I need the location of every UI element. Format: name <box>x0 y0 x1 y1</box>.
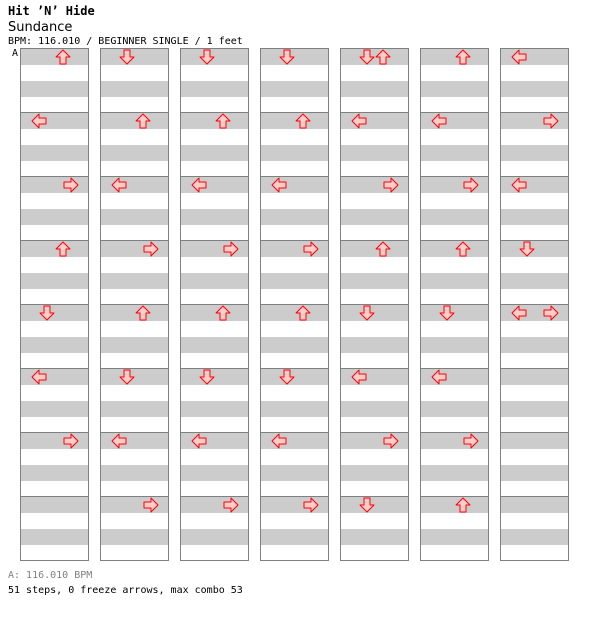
beat-stripe <box>21 337 88 353</box>
chart-column <box>100 48 169 561</box>
beat-stripe <box>421 465 488 481</box>
arrow-left-icon <box>351 113 367 129</box>
beat-stripe <box>421 209 488 225</box>
arrow-up-icon <box>215 305 231 321</box>
arrow-up-icon <box>455 241 471 257</box>
beat-stripe <box>261 145 328 161</box>
arrow-up-icon <box>455 49 471 65</box>
beat-stripe <box>341 529 408 545</box>
arrow-down-icon <box>359 305 375 321</box>
beat-stripe <box>181 209 248 225</box>
beat-stripe <box>421 337 488 353</box>
beat-stripe <box>181 337 248 353</box>
beat-stripe <box>501 81 568 97</box>
beat-stripe <box>21 529 88 545</box>
chart-column <box>20 48 89 561</box>
beat-stripe <box>21 401 88 417</box>
arrow-down-icon <box>359 497 375 513</box>
bpm-marker-label: A <box>12 48 19 59</box>
arrow-right-icon <box>303 241 319 257</box>
beat-stripe <box>261 337 328 353</box>
arrow-right-icon <box>143 241 159 257</box>
arrow-down-icon <box>439 305 455 321</box>
arrow-right-icon <box>63 433 79 449</box>
beat-stripe <box>501 401 568 417</box>
beat-stripe <box>21 81 88 97</box>
beat-stripe <box>501 369 568 385</box>
beat-stripe <box>501 465 568 481</box>
beat-stripe <box>501 433 568 449</box>
arrow-right-icon <box>383 433 399 449</box>
arrow-down-icon <box>199 369 215 385</box>
beat-stripe <box>261 529 328 545</box>
arrow-right-icon <box>223 241 239 257</box>
beat-stripe <box>421 401 488 417</box>
arrow-up-icon <box>55 241 71 257</box>
measure-line <box>21 496 88 497</box>
beat-stripe <box>501 337 568 353</box>
arrow-right-icon <box>223 497 239 513</box>
beat-stripe <box>101 81 168 97</box>
arrow-down-icon <box>359 49 375 65</box>
beat-stripe <box>181 401 248 417</box>
chart-column <box>180 48 249 561</box>
beat-stripe <box>261 209 328 225</box>
beat-stripe <box>181 145 248 161</box>
beat-stripe <box>101 465 168 481</box>
beat-stripe <box>501 273 568 289</box>
arrow-left-icon <box>111 433 127 449</box>
beat-stripe <box>261 465 328 481</box>
beat-stripe <box>21 497 88 513</box>
chart-info: BPM: 116.010 / BEGINNER SINGLE / 1 feet <box>8 36 243 47</box>
beat-stripe <box>421 81 488 97</box>
beat-stripe <box>261 401 328 417</box>
arrow-down-icon <box>279 49 295 65</box>
arrow-down-icon <box>279 369 295 385</box>
arrow-right-icon <box>143 497 159 513</box>
arrow-right-icon <box>543 113 559 129</box>
arrow-down-icon <box>119 369 135 385</box>
arrow-left-icon <box>191 177 207 193</box>
beat-stripe <box>181 81 248 97</box>
arrow-down-icon <box>119 49 135 65</box>
song-artist: Sundance <box>8 20 73 35</box>
arrow-right-icon <box>383 177 399 193</box>
arrow-left-icon <box>351 369 367 385</box>
step-stats: 51 steps, 0 freeze arrows, max combo 53 <box>8 585 243 596</box>
beat-stripe <box>181 465 248 481</box>
beat-stripe <box>421 529 488 545</box>
arrow-up-icon <box>375 241 391 257</box>
arrow-up-icon <box>135 305 151 321</box>
beat-stripe <box>101 401 168 417</box>
arrow-down-icon <box>199 49 215 65</box>
arrow-up-icon <box>295 113 311 129</box>
chart-column <box>340 48 409 561</box>
beat-stripe <box>341 81 408 97</box>
beat-stripe <box>101 273 168 289</box>
arrow-up-icon <box>135 113 151 129</box>
measure-line <box>501 368 568 369</box>
song-title: Hit ’N’ Hide <box>8 4 95 18</box>
beat-stripe <box>341 401 408 417</box>
beat-stripe <box>341 337 408 353</box>
arrow-left-icon <box>271 433 287 449</box>
arrow-right-icon <box>543 305 559 321</box>
beat-stripe <box>21 145 88 161</box>
measure-line <box>501 496 568 497</box>
beat-stripe <box>341 465 408 481</box>
beat-stripe <box>101 145 168 161</box>
arrow-up-icon <box>55 49 71 65</box>
beat-stripe <box>341 145 408 161</box>
arrow-left-icon <box>431 369 447 385</box>
chart-column <box>420 48 489 561</box>
chart-column <box>260 48 329 561</box>
arrow-right-icon <box>303 497 319 513</box>
measure-line <box>501 432 568 433</box>
arrow-left-icon <box>431 113 447 129</box>
beat-stripe <box>181 273 248 289</box>
beat-stripe <box>501 529 568 545</box>
arrow-up-icon <box>295 305 311 321</box>
arrow-left-icon <box>31 113 47 129</box>
arrow-left-icon <box>31 369 47 385</box>
beat-stripe <box>341 209 408 225</box>
arrow-left-icon <box>511 49 527 65</box>
beat-stripe <box>21 273 88 289</box>
arrow-right-icon <box>463 177 479 193</box>
chart-column <box>500 48 569 561</box>
arrow-down-icon <box>519 241 535 257</box>
arrow-left-icon <box>511 177 527 193</box>
arrow-left-icon <box>191 433 207 449</box>
beat-stripe <box>261 81 328 97</box>
arrow-right-icon <box>63 177 79 193</box>
beat-stripe <box>21 465 88 481</box>
beat-stripe <box>341 273 408 289</box>
bpm-legend: A: 116.010 BPM <box>8 570 93 581</box>
arrow-left-icon <box>111 177 127 193</box>
arrow-up-icon <box>215 113 231 129</box>
arrow-up-icon <box>375 49 391 65</box>
beat-stripe <box>101 529 168 545</box>
beat-stripe <box>501 145 568 161</box>
beat-stripe <box>421 273 488 289</box>
beat-stripe <box>421 145 488 161</box>
beat-stripe <box>261 273 328 289</box>
arrow-down-icon <box>39 305 55 321</box>
arrow-up-icon <box>455 497 471 513</box>
arrow-left-icon <box>271 177 287 193</box>
arrow-right-icon <box>463 433 479 449</box>
beat-stripe <box>501 209 568 225</box>
beat-stripe <box>501 497 568 513</box>
beat-stripe <box>101 209 168 225</box>
arrow-left-icon <box>511 305 527 321</box>
beat-stripe <box>21 209 88 225</box>
beat-stripe <box>181 529 248 545</box>
beat-stripe <box>101 337 168 353</box>
